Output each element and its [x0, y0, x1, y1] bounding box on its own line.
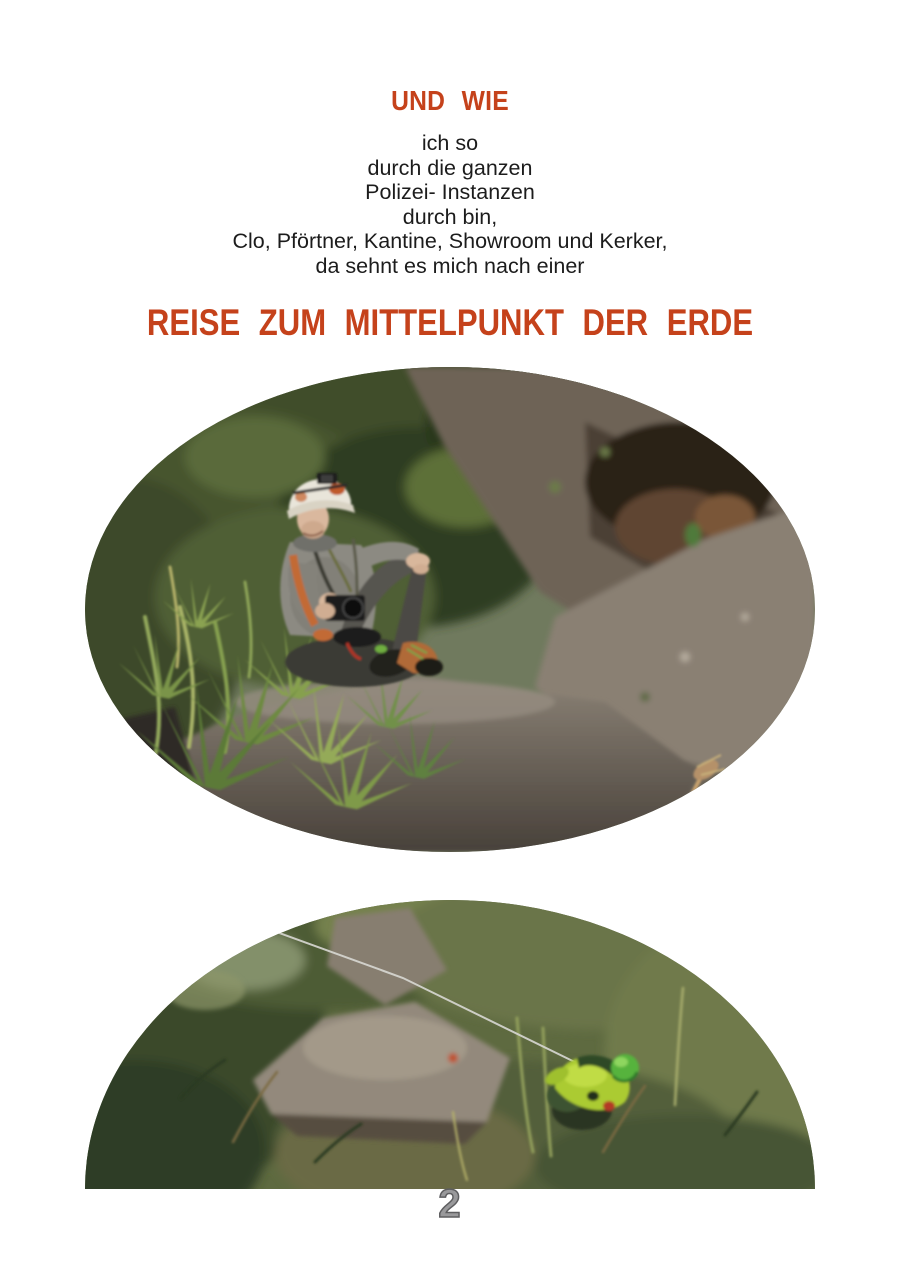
- poem-line: Polizei- Instanzen: [365, 180, 535, 205]
- poem-line: durch bin,: [402, 204, 498, 229]
- poem-line: ich so: [421, 131, 479, 155]
- poem-line: da sehnt es mich nach einer: [315, 253, 585, 278]
- poem: [0, 131, 900, 279]
- photo-oval-sitting-climber: [85, 367, 815, 852]
- rappelling-climber-illustration: [85, 900, 815, 1189]
- photo-dome-rappelling-climber: [85, 900, 815, 1189]
- page-number: 2: [438, 1182, 462, 1226]
- poem-line: Clo, Pförtner, Kantine, Showroom und Kerker,: [232, 229, 668, 254]
- kicker-heading: UND WIE: [391, 85, 509, 116]
- poem-line: durch die ganzen: [367, 155, 533, 180]
- page-title: REISE ZUM MITTELPUNKT DER ERDE: [146, 302, 754, 343]
- sitting-climber-illustration: [85, 367, 815, 852]
